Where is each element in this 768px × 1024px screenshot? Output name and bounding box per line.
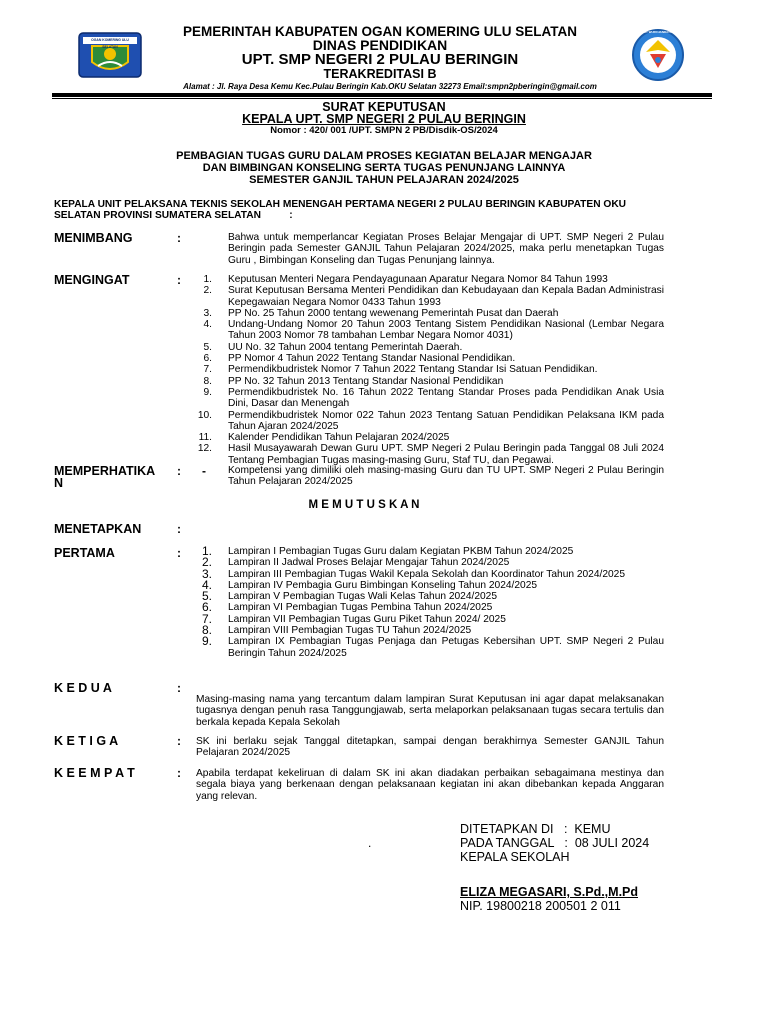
menimbang-text: Bahwa untuk memperlancar Kegiatan Proses Belajar Mengajar di UPT. SMP Negeri 2 Pulau Beringin pada Semester GANJIL Tahun Pelajaran 2024/2025, maka perlu menetapkan Tugas Guru , Bimbingan Konseling dan Tugas Penunjang lainnya. <box>228 232 664 266</box>
list-item <box>196 602 664 613</box>
item-text: Lampiran IV Pembagia Guru Bimbingan Konseling Tahun 2024/2025 <box>228 579 538 591</box>
kedua-text: Masing-masing nama yang tercantum dalam lampiran Surat Keputusan ini agar dapat melaksanakan tugasnya dengan penuh rasa Tanggungjawab, serta melaporkan pelaksanaan tugas secara tertulis dan berkala kepada Kepala Sekolah <box>196 694 664 728</box>
decree-title: SURAT KEPUTUSAN <box>322 100 446 114</box>
list-item <box>196 387 664 410</box>
authority-line-2: SELATAN PROVINSI SUMATERA SELATAN : <box>54 210 293 221</box>
menetapkan-colon: : <box>177 522 181 536</box>
item-number: 1. <box>201 544 212 558</box>
item-number: 9. <box>201 634 212 649</box>
item-text: Kalender Pendidikan Tahun Pelajaran 2024/2025 <box>228 432 450 444</box>
header-department: DINAS PENDIDIKAN <box>312 37 448 53</box>
header-school-name: UPT. SMP NEGERI 2 PULAU BERINGIN <box>241 51 519 68</box>
list-item <box>196 566 664 581</box>
list-item <box>196 443 664 466</box>
item-text: PP Nomor 4 Tahun 2022 Tentang Standar Nasional Pendidikan. <box>228 353 516 365</box>
item-number: 8. <box>201 623 212 638</box>
authority-line-1: KEPALA UNIT PELAKSANA TEKNIS SEKOLAH MENENGAH PERTAMA NEGERI 2 PULAU BERINGIN KABUPATEN OKU <box>54 199 627 210</box>
item-text: PP No. 32 Tahun 2013 Tentang Standar Nasional Pendidikan <box>228 375 504 387</box>
item-text: Lampiran V Pembagian Tugas Wali Kelas Tahun 2024/2025 <box>228 591 498 603</box>
item-text: Lampiran III Pembagian Tugas Wakil Kepala Sekolah dan Koordinator Tahun 2024/2025 <box>228 568 626 580</box>
list-item <box>196 636 664 659</box>
header-rule-thick <box>52 93 712 97</box>
item-number: 7. <box>201 611 212 626</box>
list-item <box>196 546 664 557</box>
item-number: 2. <box>201 555 212 570</box>
item-number: 6. <box>201 600 212 615</box>
subject-line-2: DAN BIMBINGAN KONSELING SERTA TUGAS PENUNJANG LAINNYA <box>202 162 566 174</box>
kedua-label: K E D U A <box>54 681 112 695</box>
memperhatikan-bullet: - <box>202 464 206 478</box>
list-item <box>196 308 664 319</box>
item-text: Undang-Undang Nomor 20 Tahun 2003 Tentang Sistem Pendidikan Nasional (Lembar Negara Tahun 2003 Nomor 78 tambahan Lembar Negara Nomor 4031) <box>228 319 664 342</box>
item-number: 9. <box>203 386 212 398</box>
item-text: Lampiran VIII Pembagian Tugas TU Tahun 2024/2025 <box>228 625 472 637</box>
list-item <box>196 364 664 375</box>
pertama-colon: : <box>177 546 181 560</box>
keempat-text: Apabila terdapat kekeliruan di dalam SK ini akan diadakan perbaikan sebagaimana mestinya dan segala biaya yang berkenaan dengan pelaksanaan kegiatan ini akan dibebankan kepada Anggaran yang relevan. <box>196 768 664 802</box>
signature-date: PADA TANGGAL : 08 JULI 2024 <box>460 836 650 850</box>
list-item <box>196 591 664 602</box>
item-number: 12. <box>197 443 212 455</box>
item-number: 11. <box>198 432 212 444</box>
regency-logo-text: OGAN KOMERING ULU SELATAN <box>91 38 129 49</box>
item-number: 2. <box>203 285 212 297</box>
item-number: 3. <box>203 307 212 319</box>
item-text: Keputusan Menteri Negara Pendayagunaan Aparatur Negara Nomor 84 Tahun 1993 <box>228 274 608 285</box>
item-number: 5. <box>203 341 212 353</box>
list-item <box>196 319 664 342</box>
item-number: 10. <box>197 409 212 421</box>
item-text: Permendikbudristek Nomor 7 Tahun 2022 Tentang Standar Isi Satuan Pendidikan. <box>228 364 598 376</box>
menimbang-label: MENIMBANG <box>54 231 133 245</box>
list-item <box>196 376 664 387</box>
item-number: 1. <box>203 274 212 285</box>
list-item <box>196 274 664 285</box>
item-text: Lampiran VII Pembagian Tugas Guru Piket Tahun 2024/ 2025 <box>228 613 506 625</box>
kedua-colon: : <box>177 681 181 695</box>
menetapkan-label: MENETAPKAN <box>54 522 142 536</box>
list-item <box>196 432 664 443</box>
item-text: Lampiran IX Pembagian Tugas Penjaga dan Petugas Kebersihan UPT. SMP Negeri 2 Pulau Beringin Tahun 2024/2025 <box>228 636 664 659</box>
item-text: Lampiran VI Pembagian Tugas Pembina Tahun 2024/2025 <box>228 602 493 614</box>
memperhatikan-colon: : <box>177 464 181 478</box>
item-number: 8. <box>203 375 212 387</box>
item-text: Lampiran I Pembagian Tugas Guru dalam Kegiatan PKBM Tahun 2024/2025 <box>228 546 574 557</box>
mengingat-list <box>196 274 664 466</box>
ketiga-label: K E T I G A <box>54 734 119 748</box>
keempat-label: K E E M P A T <box>54 766 135 780</box>
header-address: Alamat : Jl. Raya Desa Kemu Kec.Pulau Beringin Kab.OKU Selatan 32273 Email:smpn2pberingin@gmail.com <box>183 82 597 91</box>
mengingat-label: MENGINGAT <box>54 273 130 287</box>
item-text: Permendikbudristek No. 16 Tahun 2022 Tentang Standar Proses pada Pendidikan Anak Usia Dini, Dasar dan Menengah <box>228 386 664 410</box>
item-number: 4. <box>201 577 212 592</box>
signature-place: DITETAPKAN DI : KEMU <box>460 822 611 836</box>
menimbang-colon: : <box>177 231 181 245</box>
keempat-colon: : <box>177 766 181 780</box>
header-accreditation: TERAKREDITASI B <box>323 67 437 81</box>
list-item <box>196 285 664 308</box>
signatory-nip: NIP. 19800218 200501 2 011 <box>460 899 621 913</box>
item-number: 7. <box>203 364 212 376</box>
item-text: Lampiran II Jadwal Proses Belajar Mengajar Tahun 2024/2025 <box>228 557 510 569</box>
decree-number: Nomor : 420/ 001 /UPT. SMPN 2 PB/Disdik-OS/2024 <box>270 125 498 136</box>
signatory-name: ELIZA MEGASARI, S.Pd.,M.Pd <box>460 885 639 899</box>
item-number: 6. <box>203 353 212 365</box>
item-text: Surat Keputusan Bersama Menteri Pendidikan dan Kebudayaan dan Kepala Badan Administrasi Kepegawaian Negara Nomor 0433 Tahun 1993 <box>228 285 664 308</box>
ketiga-colon: : <box>177 734 181 748</box>
memutuskan-heading: M E M U T U S K A N <box>308 499 420 511</box>
memperhatikan-label-line-1: MEMPERHATIKA <box>54 464 156 478</box>
list-item <box>196 353 664 364</box>
ketiga-text: SK ini berlaku sejak Tanggal ditetapkan, sampai dengan berakhirnya Semester GANJIL Tahun Pelajaran 2024/2025 <box>196 736 664 759</box>
header-government: PEMERINTAH KABUPATEN OGAN KOMERING ULU SELATAN <box>183 24 577 39</box>
item-text: UU No. 32 Tahun 2004 tentang Pemerintah Daerah. <box>228 341 463 353</box>
list-item <box>196 410 664 433</box>
memperhatikan-text: Kompetensi yang dimiliki oleh masing-masing Guru dan TU UPT. SMP Negeri 2 Pulau Beringin Tahun Pelajaran 2024/2025 <box>228 465 664 488</box>
item-number: 4. <box>203 319 212 331</box>
signature-position: KEPALA SEKOLAH <box>460 850 570 864</box>
item-text: PP No. 25 Tahun 2000 tentang wewenang Pemerintah Pusat dan Daerah <box>228 307 559 319</box>
memperhatikan-label-line-2: N <box>54 476 64 490</box>
pertama-label: PERTAMA <box>54 546 115 560</box>
regency-logo <box>78 32 142 78</box>
subject-line-1: PEMBAGIAN TUGAS GURU DALAM PROSES KEGIATAN BELAJAR MENGAJAR <box>176 150 592 162</box>
pertama-list <box>196 546 664 659</box>
signature-dot: . <box>368 836 372 850</box>
header-rule-thin <box>52 98 712 99</box>
item-text: Hasil Musayawarah Dewan Guru UPT. SMP Negeri 2 Pulau Beringin pada Tanggal 08 Juli 2024 Tentang Pembagian Tugas masing-masing Guru, Staf TU, dan Pegawai. <box>228 443 664 466</box>
list-item <box>196 577 664 592</box>
item-number: 5. <box>201 589 212 604</box>
list-item <box>196 342 664 353</box>
mengingat-colon: : <box>177 273 181 287</box>
decree-issuer: KEPALA UPT. SMP NEGERI 2 PULAU BERINGIN <box>242 112 526 126</box>
tut-wuri-handayani-logo-text: TUT WURI HANDAYANI <box>642 30 675 34</box>
item-text: Permendikbudristek Nomor 022 Tahun 2023 Tentang Satuan Pendidikan Pelaksana IKM pada Tahun Ajaran 2024/2025 <box>228 409 664 432</box>
tut-wuri-handayani-logo <box>628 28 688 82</box>
subject-line-3: SEMESTER GANJIL TAHUN PELAJARAN 2024/2025 <box>249 174 519 186</box>
list-item <box>196 611 664 626</box>
item-number: 3. <box>201 566 212 581</box>
list-item <box>196 557 664 568</box>
list-item <box>196 625 664 636</box>
